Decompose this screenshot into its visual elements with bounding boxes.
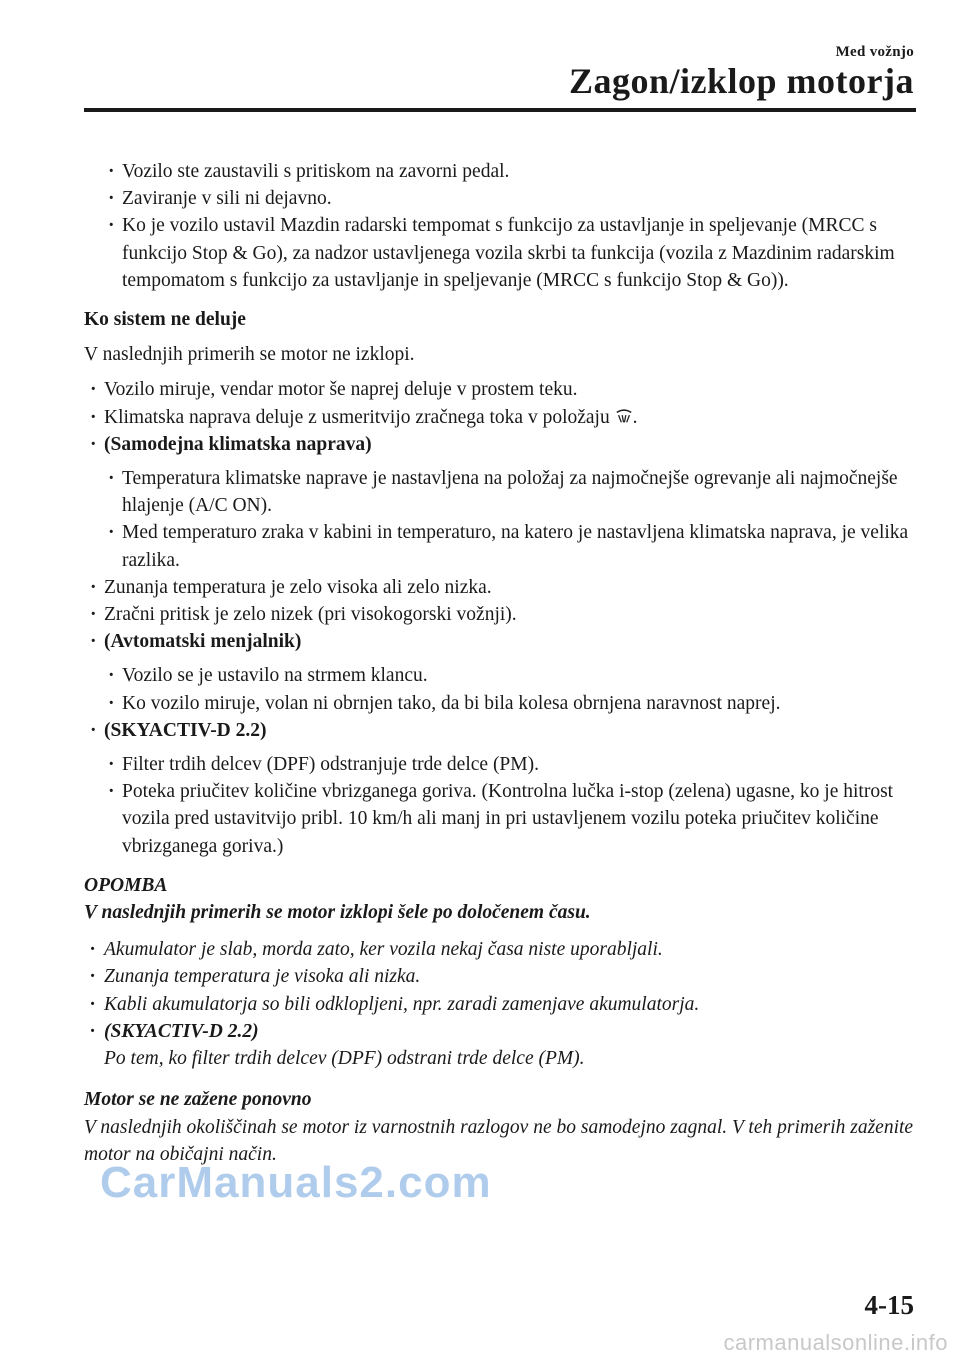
- group-heading: · (Avtomatski menjalnik): [84, 628, 914, 655]
- section-text: V naslednjih okoliščinah se motor iz varnostnih razlogov ne bo samodejno zagnal. V teh primerih zaženite motor na običajni način.: [84, 1116, 914, 1165]
- list-item: · Vozilo miruje, vendar motor še naprej deluje v prostem teku.: [84, 376, 914, 403]
- note-item: · Kabli akumulatorja so bili odklopljeni, npr. zaradi zamenjave akumulatorja.: [84, 991, 914, 1018]
- page-title: Zagon/izklop motorja: [568, 61, 914, 101]
- list-item: · Zunanja temperatura je zelo visoka ali zelo nizka.: [84, 574, 914, 601]
- list-item-text: Klimatska naprava deluje z usmeritvijo zračnega toka v položaju: [104, 406, 610, 428]
- list-item: · Zračni pritisk je zelo nizek (pri visokogorski vožnji).: [84, 601, 914, 628]
- header-rule: [84, 108, 916, 112]
- list-item: · Vozilo se je ustavilo na strmem klancu.: [102, 662, 914, 689]
- footer-watermark: carmanualsonline.info: [723, 1330, 948, 1355]
- section-heading: Motor se ne zažene ponovno: [84, 1089, 312, 1111]
- defroster-icon: [615, 407, 633, 425]
- list-item: [84, 404, 914, 431]
- note-label: OPOMBA: [84, 874, 168, 896]
- document-body: [84, 158, 914, 1168]
- section-heading: Ko sistem ne deluje: [84, 309, 246, 331]
- page-number: 4-15: [864, 1290, 914, 1320]
- list-item: · Zaviranje v sili ni dejavno.: [102, 185, 914, 212]
- list-item: · Ko vozilo miruje, volan ni obrnjen tako, da bi bila kolesa obrnjena naravnost naprej.: [102, 690, 914, 717]
- list-item: · Poteka priučitev količine vbrizganega goriva. (Kontrolna lučka i-stop (zelena) ugasne, ko je hitrost vozila pred ustavitvijo pribl. 10 km/h ali manj in pri ustavljenem vozilu poteka priučitev količine vbrizganega goriva.): [102, 778, 914, 860]
- list-item-end: .: [632, 406, 638, 428]
- watermark-logo: CarManuals2.com: [100, 1158, 492, 1207]
- group-heading: · (Samodejna klimatska naprava): [84, 431, 914, 458]
- header-section-label: Med vožnjo: [835, 44, 914, 60]
- list-item: · Filter trdih delcev (DPF) odstranjuje trde delce (PM).: [102, 751, 914, 778]
- note-group-heading: · (SKYACTIV-D 2.2): [84, 1018, 914, 1045]
- list-item: · Med temperaturo zraka v kabini in temperaturo, na katero je nastavljena klimatska naprava, je velika razlika.: [102, 519, 914, 573]
- note-item: · Zunanja temperatura je visoka ali nizka.: [84, 963, 914, 990]
- note-title: V naslednjih primerih se motor izklopi šele po določenem času.: [84, 902, 591, 924]
- list-item: · Ko je vozilo ustavil Mazdin radarski tempomat s funkcijo za ustavljanje in speljevanje (MRCC s funkcijo Stop & Go), za nadzor ustavljenega vozila skrbi ta funkcija (vozila z Mazdinim radarskim tempomatom s funkcijo za ustavljanje in speljevanje (MRCC s funkcijo Stop & Go)).: [102, 212, 914, 294]
- note-item: · Akumulator je slab, morda zato, ker vozila nekaj časa niste uporabljali.: [84, 936, 914, 963]
- list-item: · Vozilo ste zaustavili s pritiskom na zavorni pedal.: [102, 158, 914, 185]
- list-item: · Temperatura klimatske naprave je nastavljena na položaj za najmočnejše ogrevanje ali najmočnejše hlajenje (A/C ON).: [102, 465, 914, 519]
- note-item-text: Po tem, ko filter trdih delcev (DPF) odstrani trde delce (PM).: [104, 1048, 585, 1070]
- section-intro: V naslednjih primerih se motor ne izklopi.: [84, 344, 415, 366]
- group-heading: · (SKYACTIV-D 2.2): [84, 717, 914, 744]
